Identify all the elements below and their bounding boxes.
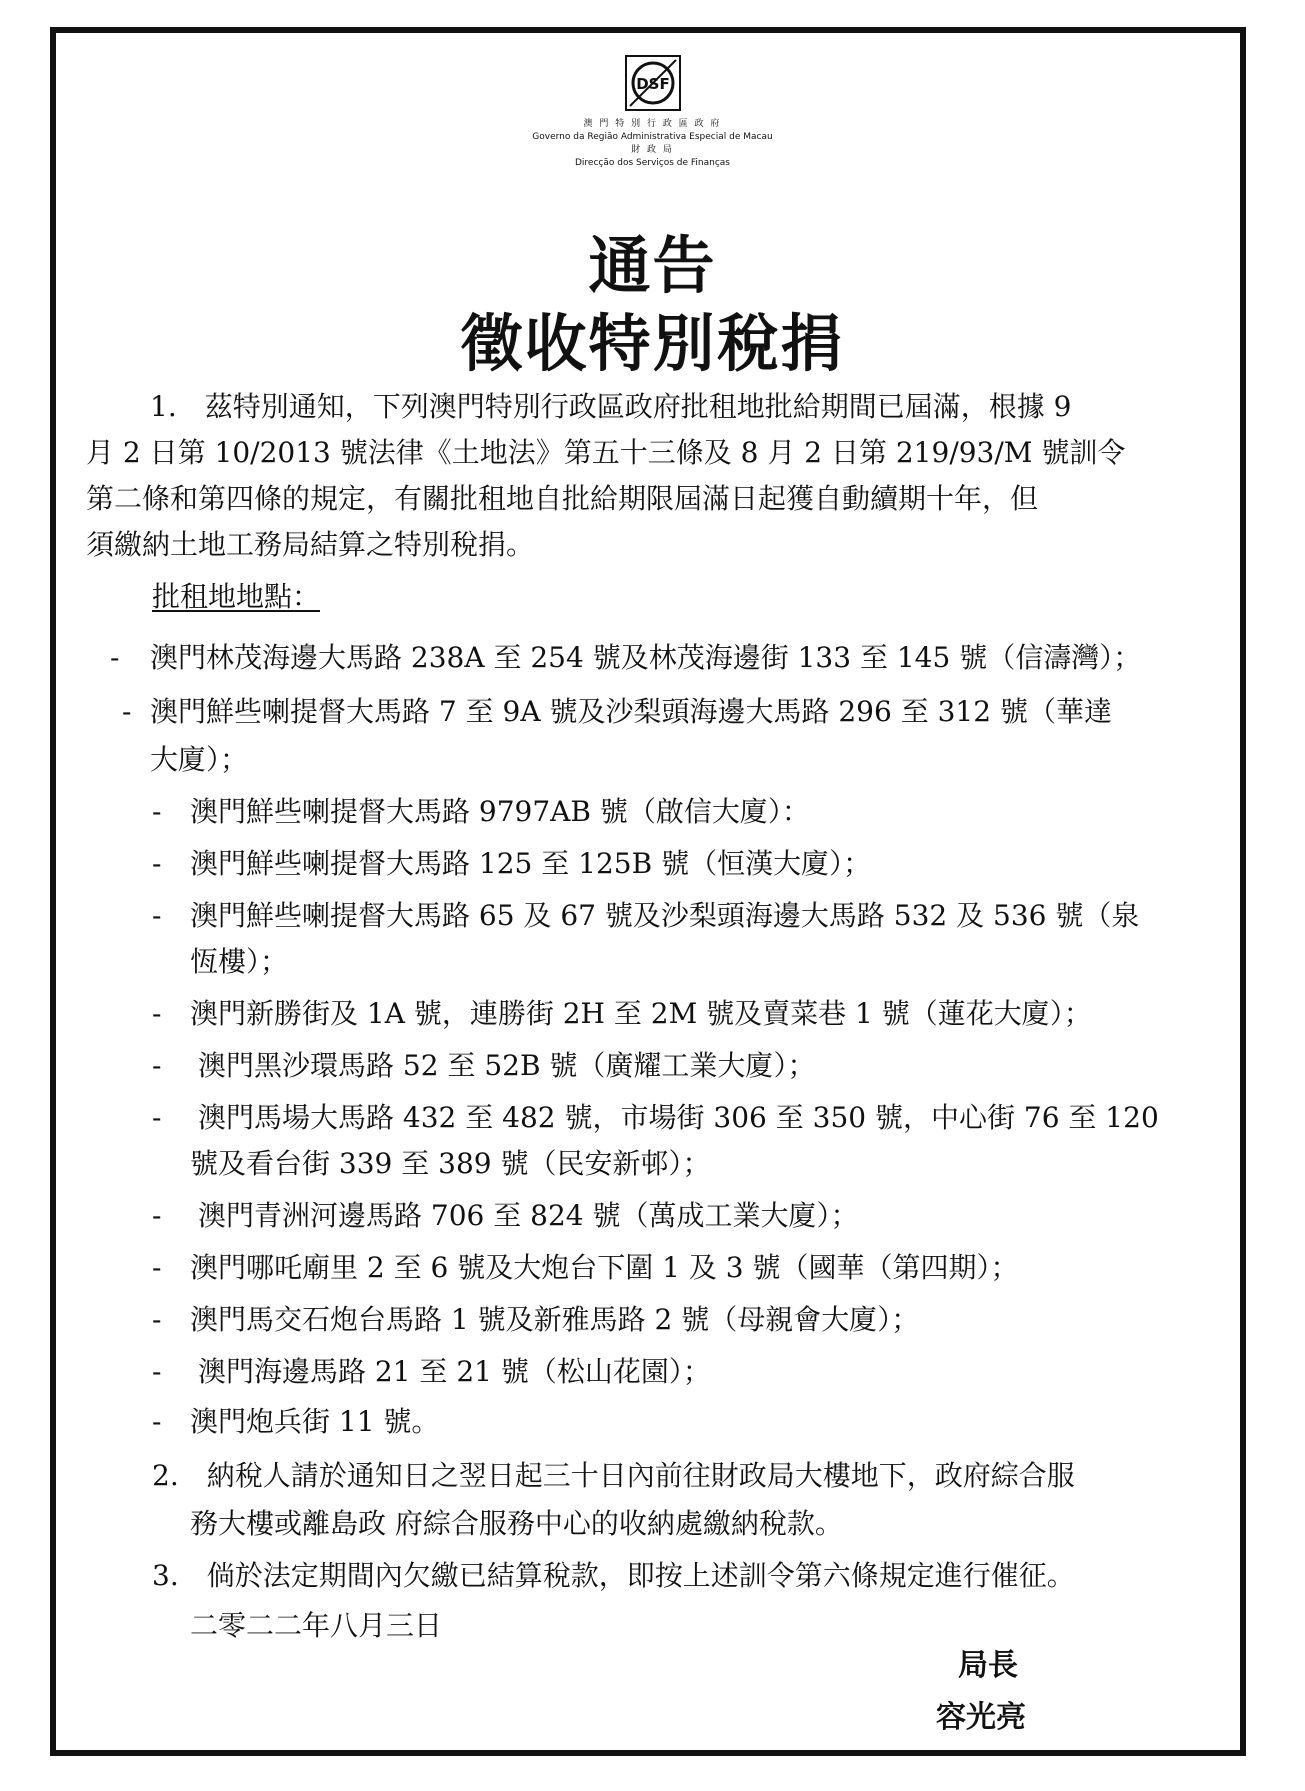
para2-line1: 2. 納稅人請於通知日之翌日起三十日內前往財政局大樓地下，政府綜合服	[152, 1459, 1075, 1492]
dept-name-pt: Direcção dos Serviços de Finanças	[574, 158, 730, 168]
list-dash: -	[152, 1251, 162, 1284]
location-text: 澳門青洲河邊馬路 706 至 824 號（萬成工業大廈）；	[198, 1199, 859, 1232]
list-dash: -	[152, 1101, 162, 1134]
location-text: 澳門馬交石炮台馬路 1 號及新雅馬路 2 號（母親會大廈）；	[190, 1303, 920, 1336]
location-text: 澳門林茂海邊大馬路 238A 至 254 號及林茂海邊街 133 至 145 號（信濤灣）；	[150, 641, 1142, 674]
list-dash: -	[122, 695, 132, 728]
notice-date: 二零二二年八月三日	[190, 1609, 443, 1642]
location-text: 澳門黑沙環馬路 52 至 52B 號（廣耀工業大廈）；	[198, 1049, 816, 1082]
notice-subtitle: 徵收特別稅捐	[460, 307, 845, 380]
org-name-zh: 澳 門 特 別 行 政 區 政 府	[583, 119, 722, 129]
list-dash: -	[152, 1049, 162, 1082]
location-text: 澳門海邊馬路 21 至 21 號（松山花園）；	[198, 1355, 711, 1388]
org-name-pt: Governo da Região Administrativa Especial de Macau	[532, 132, 773, 142]
location-text: 澳門炮兵街 11 號。	[190, 1405, 440, 1438]
para2-line2: 務大樓或離島政 府綜合服務中心的收納處繳納稅款。	[190, 1507, 843, 1540]
para1-line4: 須繳納土地工務局結算之特別稅捐。	[86, 528, 535, 561]
location-text-cont: 號及看台街 339 至 389 號（民安新邨）；	[190, 1147, 711, 1180]
list-dash: -	[152, 899, 162, 932]
list-dash: -	[152, 1303, 162, 1336]
dept-name-zh: 財 政 局	[631, 145, 674, 155]
location-text: 澳門哪吒廟里 2 至 6 號及大炮台下圍 1 及 3 號（國華（第四期）；	[190, 1251, 1019, 1284]
header-block	[0, 52, 1305, 170]
list-dash: -	[152, 997, 162, 1030]
list-dash: -	[152, 1199, 162, 1232]
notice-title: 通告	[588, 229, 717, 302]
list-dash: -	[152, 1355, 162, 1388]
para1-line1: 1. 茲特別通知，下列澳門特別行政區政府批租地批給期間已屆滿，根據 9	[150, 390, 1072, 423]
location-text: 澳門馬場大馬路 432 至 482 號，市場街 306 至 350 號，中心街 76 至 120	[198, 1101, 1159, 1134]
location-text-cont: 恆樓）；	[190, 945, 289, 978]
location-text-cont: 大廈）；	[150, 743, 249, 776]
signatory-name: 容光亮	[936, 1700, 1026, 1735]
list-dash: -	[152, 795, 162, 828]
location-text: 澳門鮮些喇提督大馬路 125 至 125B 號（恒漢大廈）；	[190, 847, 872, 880]
location-text: 澳門鮮些喇提督大馬路 65 及 67 號及沙梨頭海邊大馬路 532 及 536 號（泉	[190, 899, 1140, 932]
list-dash: -	[110, 641, 120, 674]
dsf-logo-icon	[622, 52, 684, 114]
location-text: 澳門鮮些喇提督大馬路 7 至 9A 號及沙梨頭海邊大馬路 296 至 312 號（華達	[150, 695, 1112, 728]
para1-line2: 月 2 日第 10/2013 號法律《土地法》第五十三條及 8 月 2 日第 219/93/M 號訓令	[86, 436, 1126, 469]
para3: 3. 倘於法定期間內欠繳已結算稅款，即按上述訓令第六條規定進行催征。	[152, 1559, 1075, 1592]
location-text: 澳門鮮些喇提督大馬路 9797AB 號（啟信大廈）：	[190, 795, 810, 828]
logo-text: DSF	[635, 75, 670, 93]
list-dash: -	[152, 1405, 162, 1438]
signatory-title: 局長	[958, 1648, 1018, 1683]
para1-line3: 第二條和第四條的規定，有關批租地自批給期限屆滿日起獲自動續期十年，但	[86, 482, 1039, 515]
list-dash: -	[152, 847, 162, 880]
locations-heading: 批租地地點：	[152, 580, 321, 613]
location-text: 澳門新勝街及 1A 號，連勝街 2H 至 2M 號及賣菜巷 1 號（蓮花大廈）；	[190, 997, 1092, 1030]
